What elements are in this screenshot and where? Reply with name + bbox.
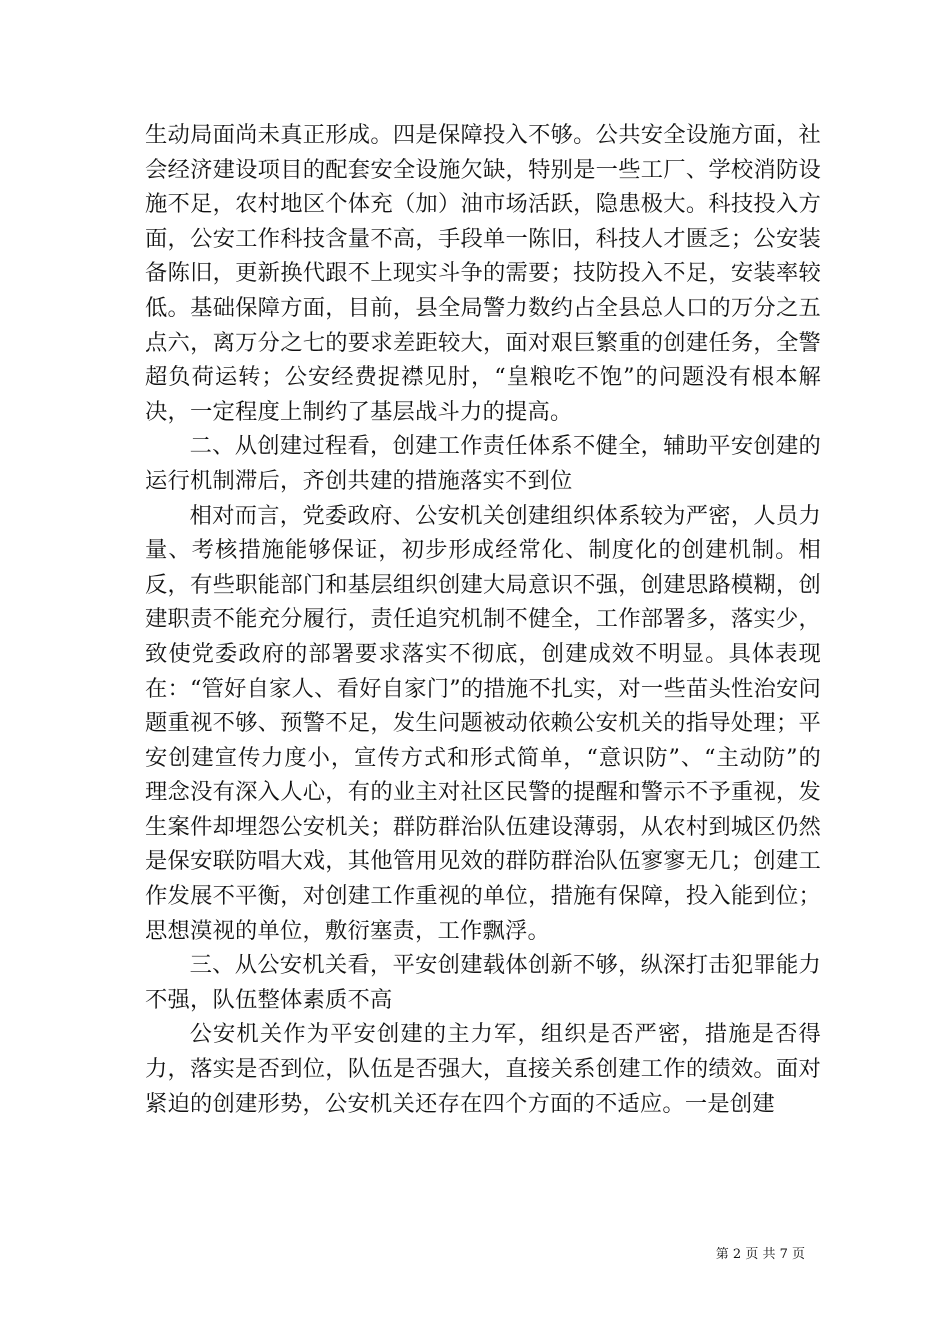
section-heading-3: 三、从公安机关看，平安创建载体创新不够，纵深打击犯罪能力不强，队伍整体素质不高: [145, 952, 821, 1013]
paragraph-3: 相对而言，党委政府、公安机关创建组织体系较为严密，人员力量、考核措施能够保证，初步形成经常化、制度化的创建机制。相反，有些职能部门和基层组织创建大局意识不强，创建思路模糊，创建职责不能充分履行，责任追究机制不健全，工作部署多，落实少，致使党委政府的部署要求落实不彻底，创建成效不明显。具体表现在：“管好自家人、看好自家门”的措施不扎实，对一些苗头性治安问题重视不够、预警不足，发生问题被动依赖公安机关的指导处理；平安创建宣传力度小，宣传方式和形式简单，“意识防”、“主动防”的理念没有深入人心，有的业主对社区民警的提醒和警示不予重视，发生案件却埋怨公安机关；群防群治队伍建设薄弱，从农村到城区仍然是保安联防唱大戏，其他管用见效的群防群治队伍寥寥无几；创建工作发展不平衡，对创建工作重视的单位，措施有保障，投入能到位；思想漠视的单位，敷衍塞责，工作飘浮。: [145, 502, 821, 944]
page-number-footer: 第 2 页 共 7 页: [715, 1247, 805, 1262]
document-body: [145, 118, 821, 1121]
paragraph-5: 公安机关作为平安创建的主力军，组织是否严密，措施是否得力，落实是否到位，队伍是否强大，直接关系创建工作的绩效。面对紧迫的创建形势，公安机关还存在四个方面的不适应。一是创建: [145, 1021, 821, 1117]
section-heading-2: 二、从创建过程看，创建工作责任体系不健全，辅助平安创建的运行机制滞后，齐创共建的措施落实不到位: [145, 433, 821, 494]
paragraph-1: 生动局面尚未真正形成。四是保障投入不够。公共安全设施方面，社会经济建设项目的配套安全设施欠缺，特别是一些工厂、学校消防设施不足，农村地区个体充（加）油市场活跃，隐患极大。科技投入方面，公安工作科技含量不高，手段单一陈旧，科技人才匮乏；公安装备陈旧，更新换代跟不上现实斗争的需要；技防投入不足，安装率较低。基础保障方面，目前，县全局警力数约占全县总人口的万分之五点六，离万分之七的要求差距较大，面对艰巨繁重的创建任务，全警超负荷运转；公安经费捉襟见肘，“皇粮吃不饱”的问题没有根本解决，一定程度上制约了基层战斗力的提高。: [145, 122, 821, 425]
